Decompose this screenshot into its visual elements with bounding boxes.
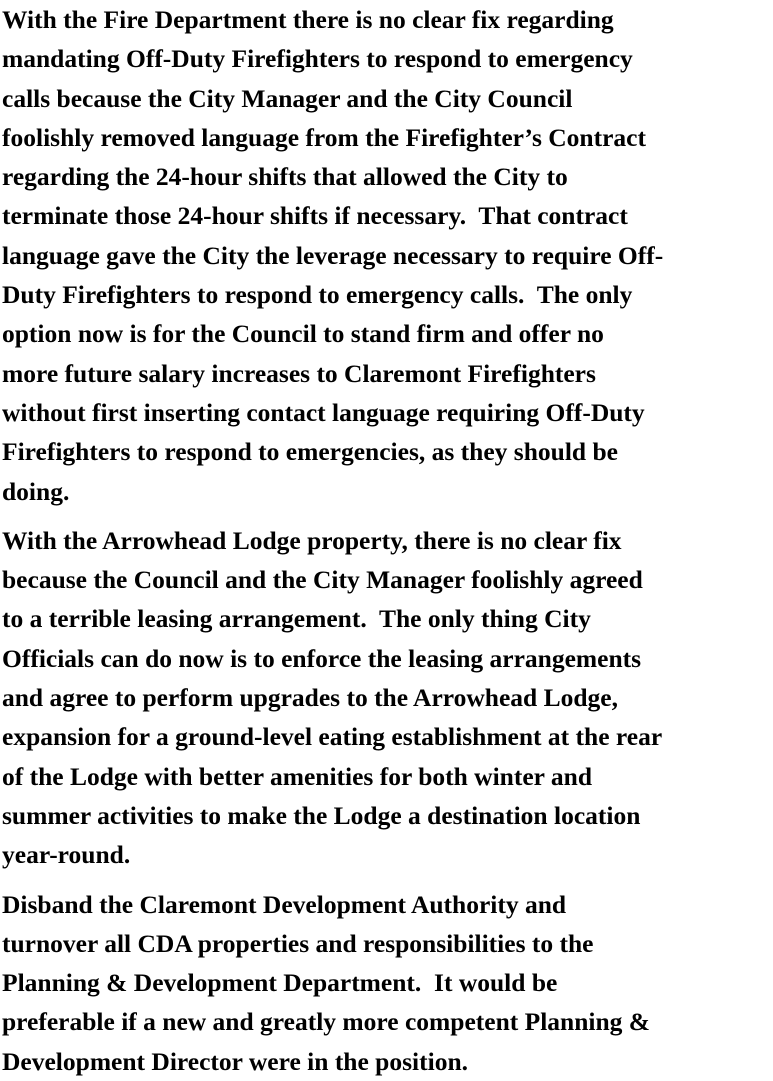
- text-line: With the Arrowhead Lodge property, there is no clear fix: [2, 525, 622, 555]
- text-line: more future salary increases to Claremont Firefighters: [2, 358, 596, 388]
- text-line: turnover all CDA properties and responsibilities to the: [2, 928, 594, 958]
- text-line: doing.: [2, 476, 70, 506]
- document-body: [2, 0, 773, 1081]
- paragraph-fire-department: [2, 0, 773, 511]
- text-line: because the Council and the City Manager foolishly agreed: [2, 565, 643, 595]
- text-line: foolishly removed language from the Firefighter’s Contract: [2, 122, 646, 152]
- text-line: year-round.: [2, 840, 131, 870]
- text-line: language gave the City the leverage necessary to require Off-: [2, 240, 664, 270]
- text-line: regarding the 24-hour shifts that allowed the City to: [2, 162, 568, 192]
- text-line: Development Director were in the position.: [2, 1046, 469, 1076]
- text-line: Disband the Claremont Development Authority and: [2, 889, 567, 919]
- text-line: Duty Firefighters to respond to emergency calls. The only: [2, 280, 633, 310]
- paragraph-development-authority: [2, 885, 773, 1081]
- text-line: of the Lodge with better amenities for both winter and: [2, 761, 593, 791]
- text-line: calls because the City Manager and the City Council: [2, 83, 573, 113]
- text-line: and agree to perform upgrades to the Arrowhead Lodge,: [2, 683, 618, 713]
- text-line: summer activities to make the Lodge a destination location: [2, 800, 641, 830]
- text-line: to a terrible leasing arrangement. The only thing City: [2, 604, 591, 634]
- text-line: With the Fire Department there is no clear fix regarding: [2, 5, 614, 34]
- text-line: preferable if a new and greatly more competent Planning &: [2, 1007, 651, 1037]
- text-line: option now is for the Council to stand firm and offer no: [2, 319, 604, 349]
- paragraph-arrowhead-lodge: [2, 521, 773, 875]
- text-line: terminate those 24-hour shifts if necessary. That contract: [2, 201, 628, 231]
- text-line: Firefighters to respond to emergencies, as they should be: [2, 437, 618, 467]
- text-line: without first inserting contact language requiring Off-Duty: [2, 397, 645, 427]
- text-line: mandating Off-Duty Firefighters to respond to emergency: [2, 44, 633, 74]
- text-line: expansion for a ground-level eating establishment at the rear: [2, 722, 663, 752]
- text-line: Planning & Development Department. It would be: [2, 968, 558, 998]
- text-line: Officials can do now is to enforce the leasing arrangements: [2, 643, 642, 673]
